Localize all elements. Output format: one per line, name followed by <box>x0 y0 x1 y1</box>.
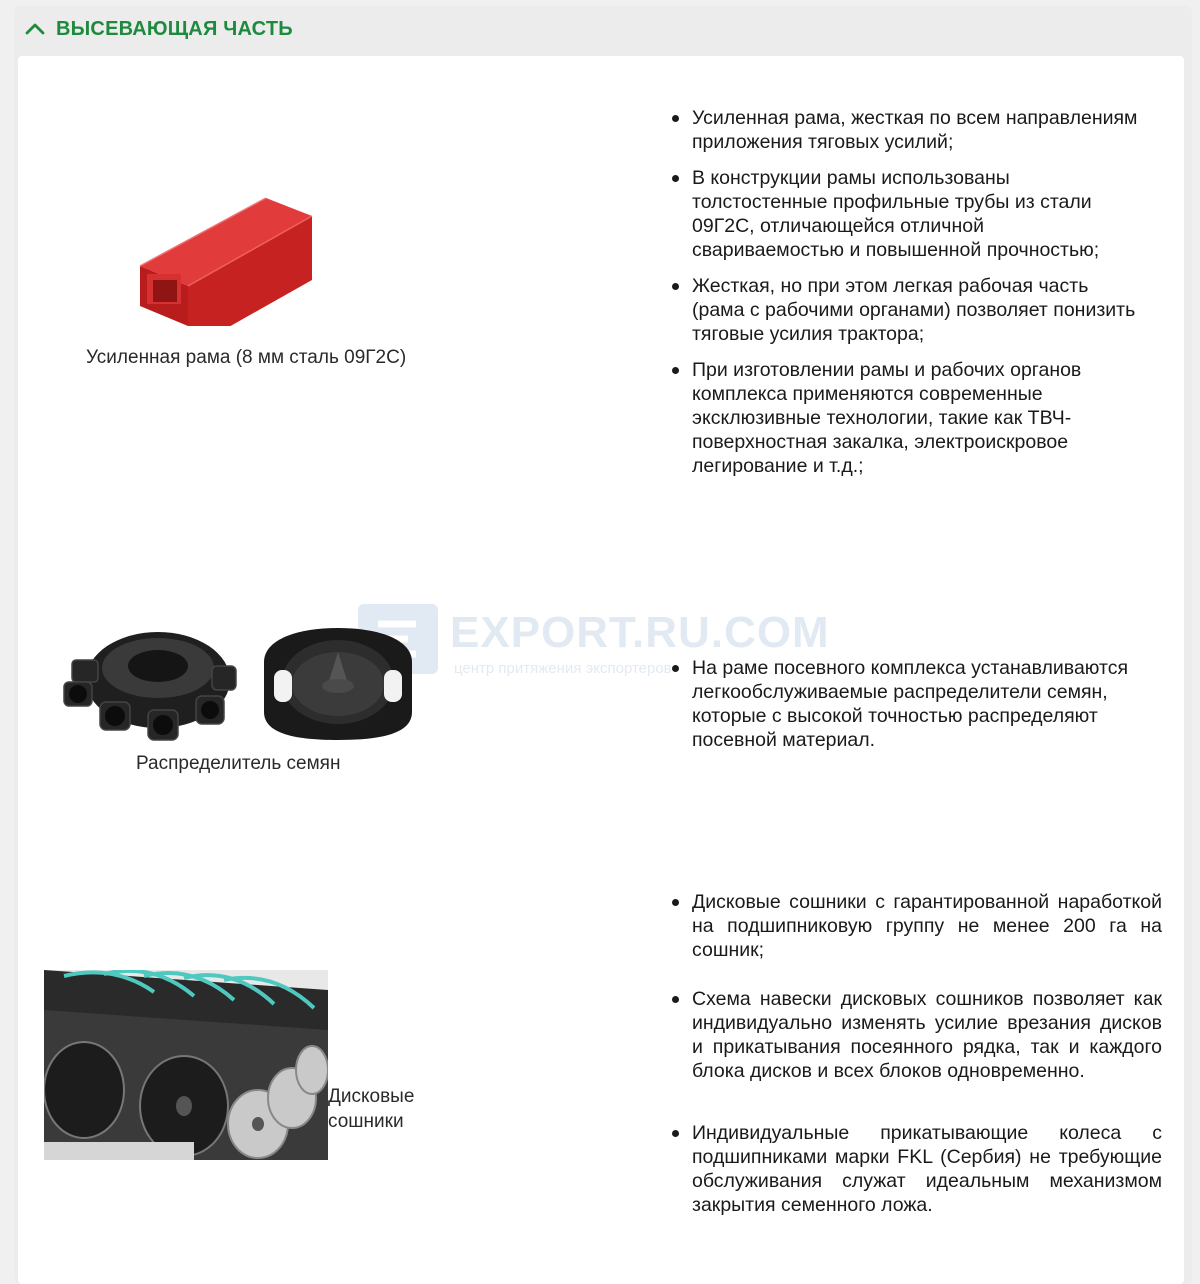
accordion-seeding-section <box>14 6 1192 1284</box>
list-item: Индивидуальные прикатывающие колеса с подшипниками марки FKL (Сербия) не требующие обслуживания служат идеальным механизмом закрытия семенного ложа. <box>668 1121 1162 1217</box>
disc-openers-caption-line2: сошники <box>328 1111 404 1132</box>
list-item: Дисковые сошники с гарантированной наработкой на подшипниковую группу не менее 200 га на сошник; <box>668 890 1162 962</box>
frame-bullet-list <box>668 106 1140 478</box>
list-item: На раме посевного комплекса устанавливаются легкообслуживаемые распределители семян, которые с высокой точностью распределяют посевной материал. <box>668 656 1148 752</box>
list-item: Схема навески дисковых сошников позволяет как индивидуально изменять усилие врезания дисков и прикатывания посеянного рядка, так и каждого блока дисков и всех блоков одновременно. <box>668 987 1162 1083</box>
section-title: ВЫСЕВАЮЩАЯ ЧАСТЬ <box>56 17 293 40</box>
distributor-caption: Распределитель семян <box>136 753 341 774</box>
watermark-title: EXPORT.RU.COM <box>450 608 830 657</box>
distributor-bullet-list <box>668 656 1148 752</box>
list-item: В конструкции рамы использованы толстостенные профильные трубы из стали 09Г2С, отличающейся отличной свариваемостью и повышенной прочностью; <box>668 166 1140 262</box>
accordion-header[interactable] <box>14 6 1192 52</box>
list-item: При изготовлении рамы и рабочих органов комплекса применяются современные эксклюзивные технологии, такие как ТВЧ-поверхностная закалка, электроискровое легирование и т.д.; <box>668 358 1140 478</box>
reinforced-frame-image <box>136 194 316 326</box>
list-item: Жесткая, но при этом легкая рабочая часть (рама с рабочими органами) позволяет понизить тяговые усилия трактора; <box>668 274 1140 346</box>
chevron-up-icon[interactable] <box>24 18 46 40</box>
accordion-panel <box>18 56 1184 1284</box>
disc-openers-bullet-list <box>668 890 1162 1217</box>
disc-openers-caption <box>328 1084 414 1134</box>
seed-distributor-image <box>56 622 426 746</box>
disc-openers-image <box>44 970 328 1160</box>
list-item: Усиленная рама, жесткая по всем направлениям приложения тяговых усилий; <box>668 106 1140 154</box>
disc-openers-caption-line1: Дисковые <box>328 1086 415 1107</box>
frame-caption: Усиленная рама (8 мм сталь 09Г2С) <box>86 347 407 368</box>
watermark-subtitle: центр притяжения экспортеров <box>454 660 672 677</box>
